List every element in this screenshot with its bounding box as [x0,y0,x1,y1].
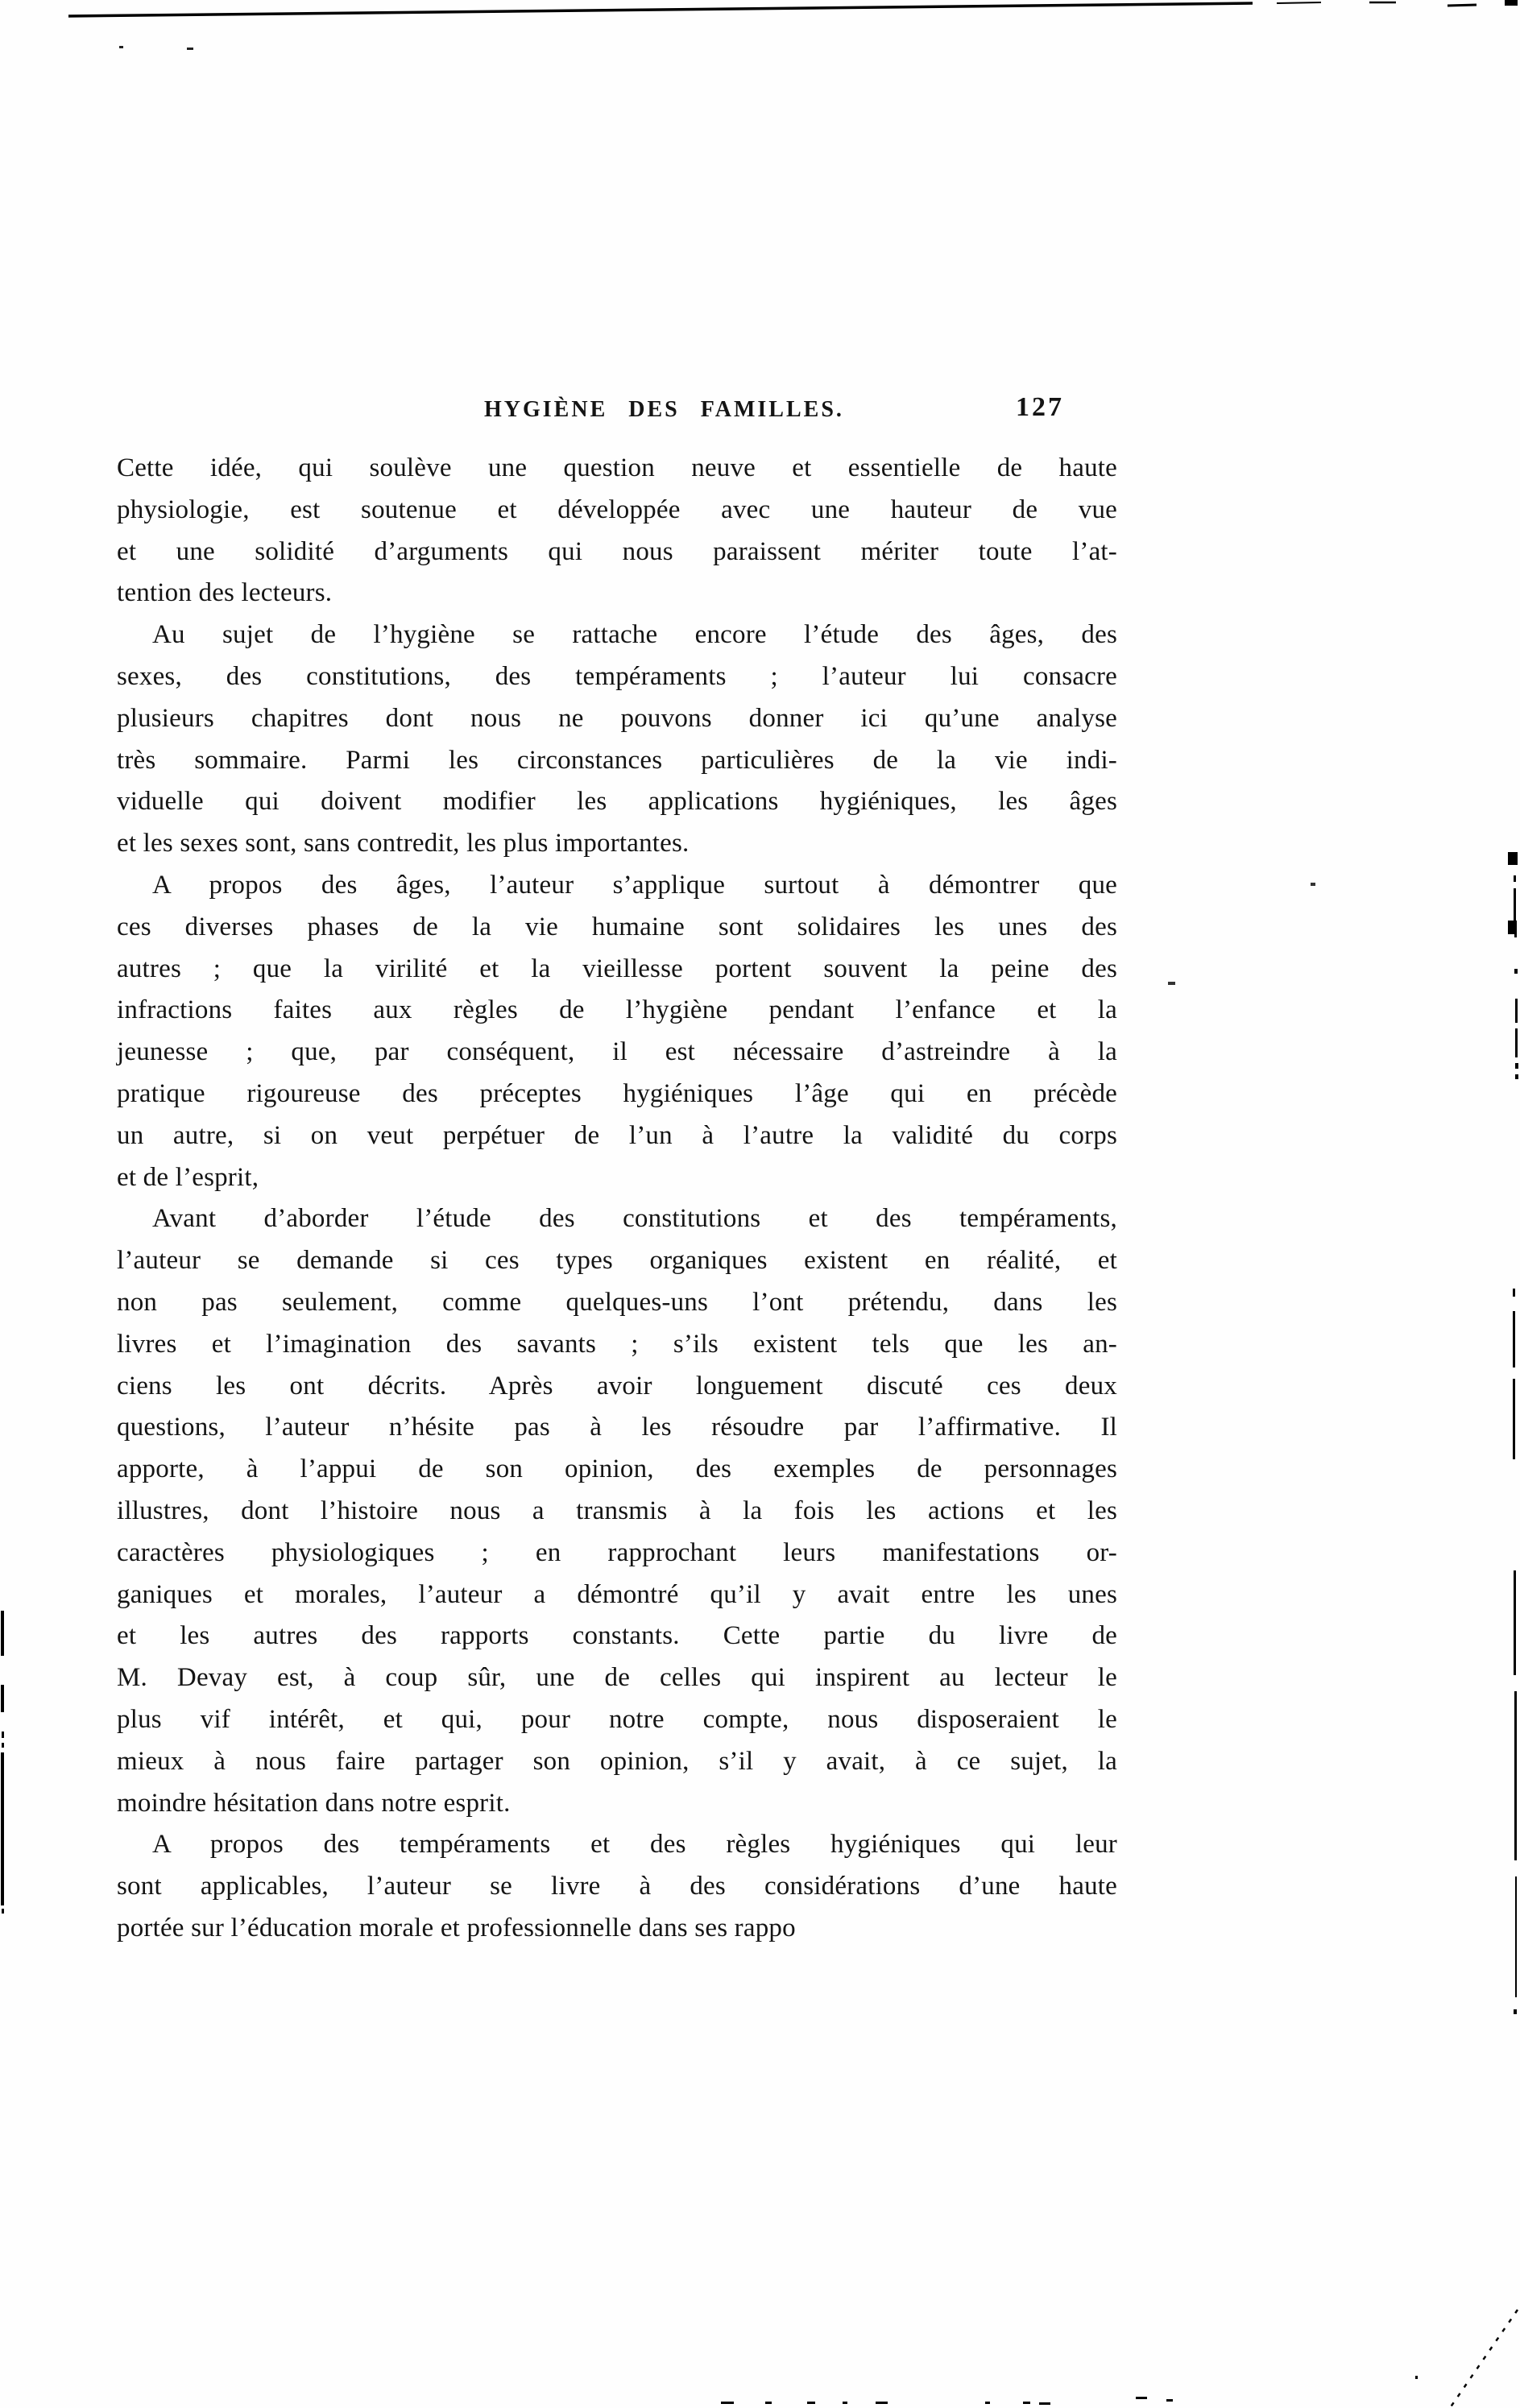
text-line: ganiques et morales, l’auteur a démontré qu’il y avait entre les unes [117,1579,1117,1609]
text-line: jeunesse ; que, par conséquent, il est nécessaire d’astreindre à la [117,1037,1117,1067]
text-line: moindre hésitation dans notre esprit. [117,1788,511,1818]
text-line: A propos des âges, l’auteur s’applique surtout à démontrer que [152,870,1117,900]
text-line: apporte, à l’appui de son opinion, des exemples de personnages [117,1454,1117,1484]
text-line: illustres, dont l’histoire nous a transmis à la fois les actions et les [117,1496,1117,1525]
text-line: et une solidité d’arguments qui nous paraissent mériter toute l’at- [117,536,1117,566]
text-line: M. Devay est, à coup sûr, une de celles qui inspirent au lecteur le [117,1663,1117,1693]
text-line: très sommaire. Parmi les circonstances particulières de la vie indi- [117,745,1117,775]
text-line: portée sur l’éducation morale et professionnelle dans ses rappo [117,1913,796,1943]
text-line: Au sujet de l’hygiène se rattache encore l’étude des âges, des [152,620,1117,650]
text-line: et de l’esprit, [117,1162,259,1192]
text-line: et les sexes sont, sans contredit, les plus importantes. [117,829,690,859]
text-line: Cette idée, qui soulève une question neuve et essentielle de haute [117,453,1117,482]
text-line: et les autres des rapports constants. Cette partie du livre de [117,1621,1117,1651]
text-line: sont applicables, l’auteur se livre à des considérations d’une haute [117,1872,1117,1901]
text-line: livres et l’imagination des savants ; s’ils existent tels que les an- [117,1329,1117,1359]
text-line: sexes, des constitutions, des tempéraments ; l’auteur lui consacre [117,661,1117,691]
paragraph [117,448,1117,614]
text-line: plus vif intérêt, et qui, pour notre compte, nous disposeraient le [117,1704,1117,1734]
running-header [0,392,1520,432]
paragraph [117,614,1117,865]
text-line: caractères physiologiques ; en rapprochant leurs manifestations or- [117,1537,1117,1567]
text-line: non pas seulement, comme quelques-uns l’ont prétendu, dans les [117,1287,1117,1317]
text-line: plusieurs chapitres dont nous ne pouvons donner ici qu’une analyse [117,703,1117,733]
paragraph [117,1198,1117,1824]
paragraph [117,865,1117,1198]
text-line: ces diverses phases de la vie humaine sont solidaires les unes des [117,912,1117,941]
text-line: viduelle qui doivent modifier les applications hygiéniques, les âges [117,787,1117,817]
text-line: Avant d’aborder l’étude des constitutions et des tempéraments, [152,1204,1117,1234]
text-line: ciens les ont décrits. Après avoir longuement discuté ces deux [117,1371,1117,1401]
body-text [117,448,1117,1950]
text-line: questions, l’auteur n’hésite pas à les résoudre par l’affirmative. Il [117,1413,1117,1442]
text-line: mieux à nous faire partager son opinion, s’il y avait, à ce sujet, la [117,1746,1117,1776]
page-number: 127 [1016,392,1064,422]
text-line: A propos des tempéraments et des règles hygiéniques qui leur [152,1830,1117,1860]
text-line: physiologie, est soutenue et développée avec une hauteur de vue [117,494,1117,524]
text-line: tention des lecteurs. [117,578,333,608]
running-header-title: HYGIÈNE DES FAMILLES. [484,397,844,422]
text-line: infractions faites aux règles de l’hygiène pendant l’enfance et la [117,995,1117,1025]
paragraph [117,1824,1117,1949]
text-line: pratique rigoureuse des préceptes hygiéniques l’âge qui en précède [117,1078,1117,1108]
text-line: autres ; que la virilité et la vieillesse portent souvent la peine des [117,954,1117,983]
text-line: un autre, si on veut perpétuer de l’un à l’autre la validité du corps [117,1120,1117,1150]
text-line: l’auteur se demande si ces types organiques existent en réalité, et [117,1246,1117,1276]
